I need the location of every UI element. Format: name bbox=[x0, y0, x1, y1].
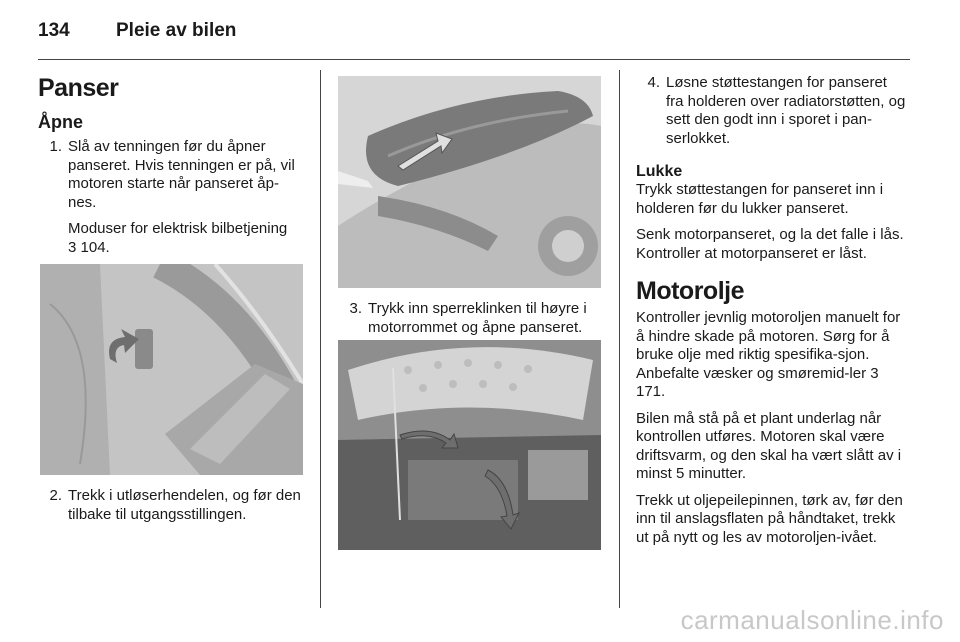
column-divider-2 bbox=[619, 70, 620, 608]
step-number: 3. bbox=[349, 300, 362, 317]
paragraph-oil-3: Trekk ut oljepeilepinnen, tørk av, før den inn til anslagsflaten på håndtaket, trekk ut på nytt og les av motoroljen-ivået. bbox=[636, 491, 903, 546]
page-number: 134 bbox=[38, 20, 70, 41]
page-title: Pleie av bilen bbox=[116, 20, 237, 41]
column-2-text bbox=[338, 300, 604, 345]
column-3 bbox=[636, 74, 908, 555]
step-3 bbox=[338, 300, 604, 337]
column-1 bbox=[38, 74, 304, 265]
step-1 bbox=[38, 138, 304, 212]
step-4 bbox=[636, 74, 908, 148]
note-text: Moduser for elektrisk bilbetjening bbox=[68, 220, 288, 237]
page-reference: 3 104. bbox=[68, 238, 110, 256]
step-number: 1. bbox=[49, 138, 62, 155]
paragraph-oil-1: Kontroller jevnlig motoroljen manuelt for å hindre skade på motoren. Sørg for å bruke olje med riktig spesifika-sjon. Anbefalte væsker og smøremid-ler 3 171. bbox=[636, 309, 901, 400]
subsection-title-apne: Åpne bbox=[38, 112, 83, 132]
section-title-panser: Panser bbox=[38, 74, 119, 102]
step-text: Trekk i utløserhendelen, og før den tilbake til utgangsstillingen. bbox=[68, 487, 301, 523]
header-rule bbox=[38, 59, 910, 60]
step-2 bbox=[38, 487, 304, 524]
step-number: 4. bbox=[647, 74, 660, 91]
column-divider-1 bbox=[320, 70, 321, 608]
section-title-motorolje: Motorolje bbox=[636, 277, 744, 305]
step-text: Løsne støttestangen for panseret fra holderen over radiatorstøtten, og sett den godt inn i sporet i pan-serlokket. bbox=[666, 74, 906, 147]
hood-lift-illustration bbox=[338, 76, 601, 288]
column-1-lower bbox=[38, 487, 304, 532]
step-text: Trykk inn sperreklinken til høyre i motorrommet og åpne panseret. bbox=[368, 300, 587, 336]
paragraph-oil-2: Bilen må stå på et plant underlag når kontrollen utføres. Motoren skal være driftsvarm, og den skal ha vært slått av i minst 5 minutter. bbox=[636, 409, 902, 482]
paragraph-close-1: Trykk støttestangen for panseret inn i holderen før du lukker panseret. bbox=[636, 181, 884, 217]
paragraph-close-2: Senk motorpanseret, og la det falle i lås. Kontroller at motorpanseret er låst. bbox=[636, 226, 904, 262]
step-text: Slå av tenningen før du åpner panseret. Hvis tenningen er på, vil motoren starte når panseret åp-nes. bbox=[68, 138, 295, 211]
engine-bay-illustration bbox=[338, 340, 601, 550]
release-lever-illustration bbox=[40, 264, 303, 475]
watermark: carmanualsonline.info bbox=[680, 605, 944, 635]
note-electric-mode bbox=[38, 220, 304, 257]
step-number: 2. bbox=[49, 487, 62, 504]
page-header bbox=[38, 20, 908, 46]
heading-lukke: Lukke bbox=[636, 163, 683, 180]
